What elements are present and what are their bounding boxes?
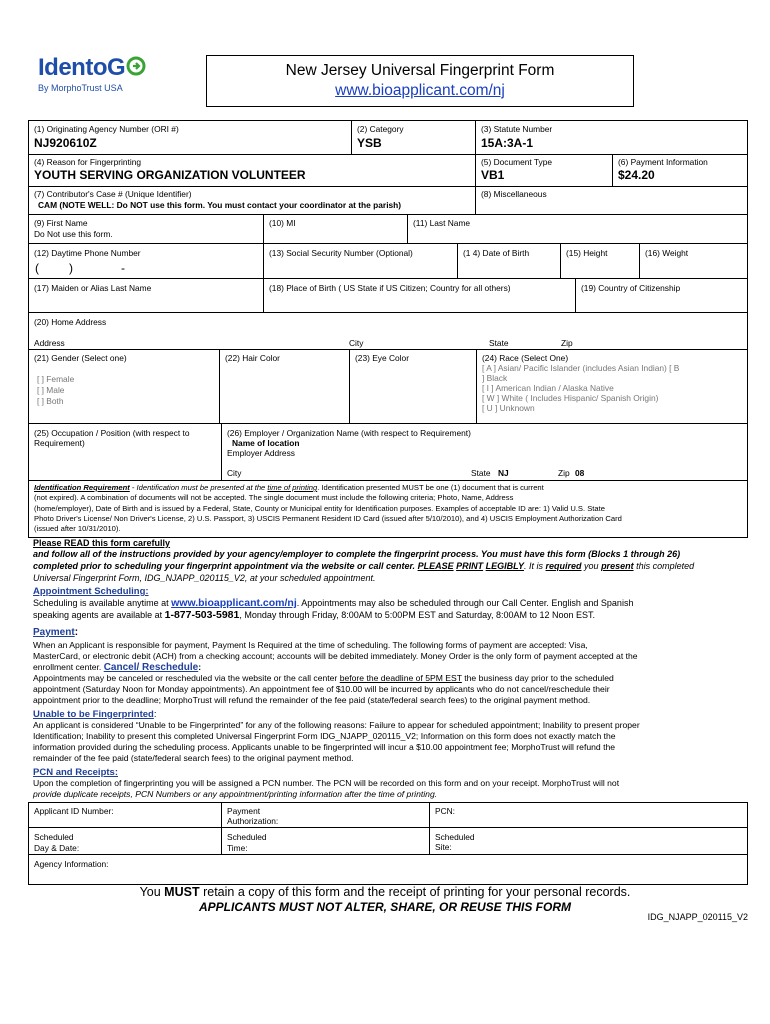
payment-cell[interactable]: (6) Payment Information $24.20 xyxy=(612,154,748,187)
applicant-id-cell[interactable]: Applicant ID Number: xyxy=(28,802,222,828)
form-id: IDG_NJAPP_020115_V2 xyxy=(647,912,748,922)
weight-cell[interactable]: (16) Weight xyxy=(639,243,748,279)
first-name-cell[interactable]: (9) First Name Do Not use this form. xyxy=(28,214,264,244)
occupation-cell[interactable]: (25) Occupation / Position (with respect to Requirement) xyxy=(28,423,222,481)
statute-cell[interactable]: (3) Statute Number 15A:3A-1 xyxy=(475,120,748,155)
scheduled-day-cell[interactable]: Scheduled Day & Date: xyxy=(28,827,222,855)
race-option-asian[interactable]: [ A ] Asian/ Pacific Islander (includes Asian Indian) [ B xyxy=(482,363,680,373)
phone-cell[interactable]: (12) Daytime Phone Number ( ) - xyxy=(28,243,264,279)
pcn-cell[interactable]: PCN: xyxy=(429,802,748,828)
gender-cell[interactable]: (21) Gender (Select one) [ ] Female [ ] Male [ ] Both xyxy=(28,349,220,424)
scheduled-site-cell[interactable]: Scheduled Site: xyxy=(429,827,748,855)
appointment-heading: Appointment Scheduling: xyxy=(33,586,149,597)
logo-go-arrow-icon xyxy=(126,56,146,82)
maiden-cell[interactable]: (17) Maiden or Alias Last Name xyxy=(28,278,264,313)
reason-cell[interactable]: (4) Reason for Fingerprinting YOUTH SERVING ORGANIZATION VOLUNTEER xyxy=(28,154,476,187)
height-cell[interactable]: (15) Height xyxy=(560,243,640,279)
category-value: YSB xyxy=(357,136,382,150)
id-requirement-heading: Identification Requirement xyxy=(34,483,130,492)
doctype-cell[interactable]: (5) Document Type VB1 xyxy=(475,154,613,187)
gender-option-female[interactable]: [ ] Female xyxy=(37,374,75,384)
logo-tagline: By MorphoTrust USA xyxy=(38,82,123,93)
eye-color-cell[interactable]: (23) Eye Color xyxy=(349,349,477,424)
scheduled-time-cell[interactable]: Scheduled Time: xyxy=(221,827,430,855)
cancel-heading: Cancel/ Reschedule xyxy=(103,662,199,673)
pcn-heading: PCN and Receipts: xyxy=(33,767,118,778)
contributor-cell[interactable]: (7) Contributor's Case # (Unique Identifier) CAM (NOTE WELL: Do NOT use this form. You must contact your coordinator at the parish) xyxy=(28,186,476,215)
hair-color-cell[interactable]: (22) Hair Color xyxy=(219,349,350,424)
call-center-phone: 1-877-503-5981 xyxy=(164,609,240,621)
last-name-cell[interactable]: (11) Last Name xyxy=(407,214,748,244)
retain-notice: You MUST retain a copy of this form and the receipt of printing for your personal records. xyxy=(139,885,631,899)
race-option-white[interactable]: [ W ] White ( Includes Hispanic/ Spanish Origin) xyxy=(482,393,659,403)
gender-option-male[interactable]: [ ] Male xyxy=(37,385,65,395)
race-option-black[interactable]: ] Black xyxy=(482,373,508,383)
race-cell[interactable]: (24) Race (Select One) [ A ] Asian/ Pacific Islander (includes Asian Indian) [ B ] Black [ I ] American Indian / Alaska Native [ W ] White ( Includes Hispanic/ Spanish Origin) [ U ] Unknown xyxy=(476,349,748,424)
page-title: New Jersey Universal Fingerprint Form xyxy=(285,62,555,79)
race-option-unknown[interactable]: [ U ] Unknown xyxy=(482,403,535,413)
warning-notice: APPLICANTS MUST NOT ALTER, SHARE, OR REUSE THIS FORM xyxy=(198,900,571,914)
race-option-indian[interactable]: [ I ] American Indian / Alaska Native xyxy=(482,383,614,393)
ori-value: NJ920610Z xyxy=(34,136,97,150)
unable-heading: Unable to be Fingerprinted xyxy=(33,709,154,720)
employer-zip-value: 08 xyxy=(575,468,585,478)
misc-cell[interactable]: (8) Miscellaneous xyxy=(475,186,748,215)
logo xyxy=(38,55,188,100)
contributor-note: CAM (NOTE WELL: Do NOT use this form. You must contact your coordinator at the parish) xyxy=(38,200,402,210)
agency-info-cell[interactable]: Agency Information: xyxy=(28,854,748,885)
home-address-cell[interactable]: (20) Home Address Address City State Zip xyxy=(28,312,748,350)
form-url-link[interactable]: www.bioapplicant.com/nj xyxy=(335,82,505,99)
statute-value: 15A:3A-1 xyxy=(481,136,534,150)
payment-heading: Payment xyxy=(33,627,75,638)
employer-state-value: NJ xyxy=(498,468,509,478)
birthplace-cell[interactable]: (18) Place of Birth ( US State if US Citizen; Country for all others) xyxy=(263,278,576,313)
payment-auth-cell[interactable]: Payment Authorization: xyxy=(221,802,430,828)
read-heading: Please READ this form carefully xyxy=(33,538,171,548)
ori-cell[interactable]: (1) Originating Agency Number (ORI #) NJ920610Z xyxy=(28,120,352,155)
mi-cell[interactable]: (10) MI xyxy=(263,214,408,244)
dob-cell[interactable]: (1 4) Date of Birth xyxy=(457,243,561,279)
ssn-cell[interactable]: (13) Social Security Number (Optional) xyxy=(263,243,458,279)
first-name-value: Do Not use this form. xyxy=(34,229,113,239)
category-cell[interactable]: (2) Category YSB xyxy=(351,120,476,155)
gender-option-both[interactable]: [ ] Both xyxy=(37,396,64,406)
id-requirement-box: Identification Requirement - Identification must be presented at the time of printing. Identification presented MUST be one (1) document that is current (not expired). A combination of documents will not be accepted. The single document must include the following criteria; Photo, Name, Address (home/employer), Date of Birth and is issued by a Federal, State, County or Municipal entity for Identification purposes. Examples of acceptable ID are: 1) Valid U.S. State Photo Driver's License/ Non Driver's License, 2) U.S. Passport, 3) USCIS Permanent Resident ID Card (issued after 5/10/2010), and 4) USCIS Employment Authorization Card (issued after 10/31/2010). xyxy=(28,480,748,538)
reason-value: YOUTH SERVING ORGANIZATION VOLUNTEER xyxy=(34,168,306,182)
doctype-value: VB1 xyxy=(481,168,505,182)
citizenship-cell[interactable]: (19) Country of Citizenship xyxy=(575,278,748,313)
logo-wordmark: IdentoG xyxy=(38,55,188,82)
payment-value: $24.20 xyxy=(618,168,655,182)
employer-cell[interactable]: (26) Employer / Organization Name (with respect to Requirement) Name of location Employer Address City State NJ Zip 08 xyxy=(221,423,748,481)
title-box xyxy=(206,55,634,107)
appointment-url-link[interactable]: www.bioapplicant.com/nj xyxy=(171,597,297,609)
